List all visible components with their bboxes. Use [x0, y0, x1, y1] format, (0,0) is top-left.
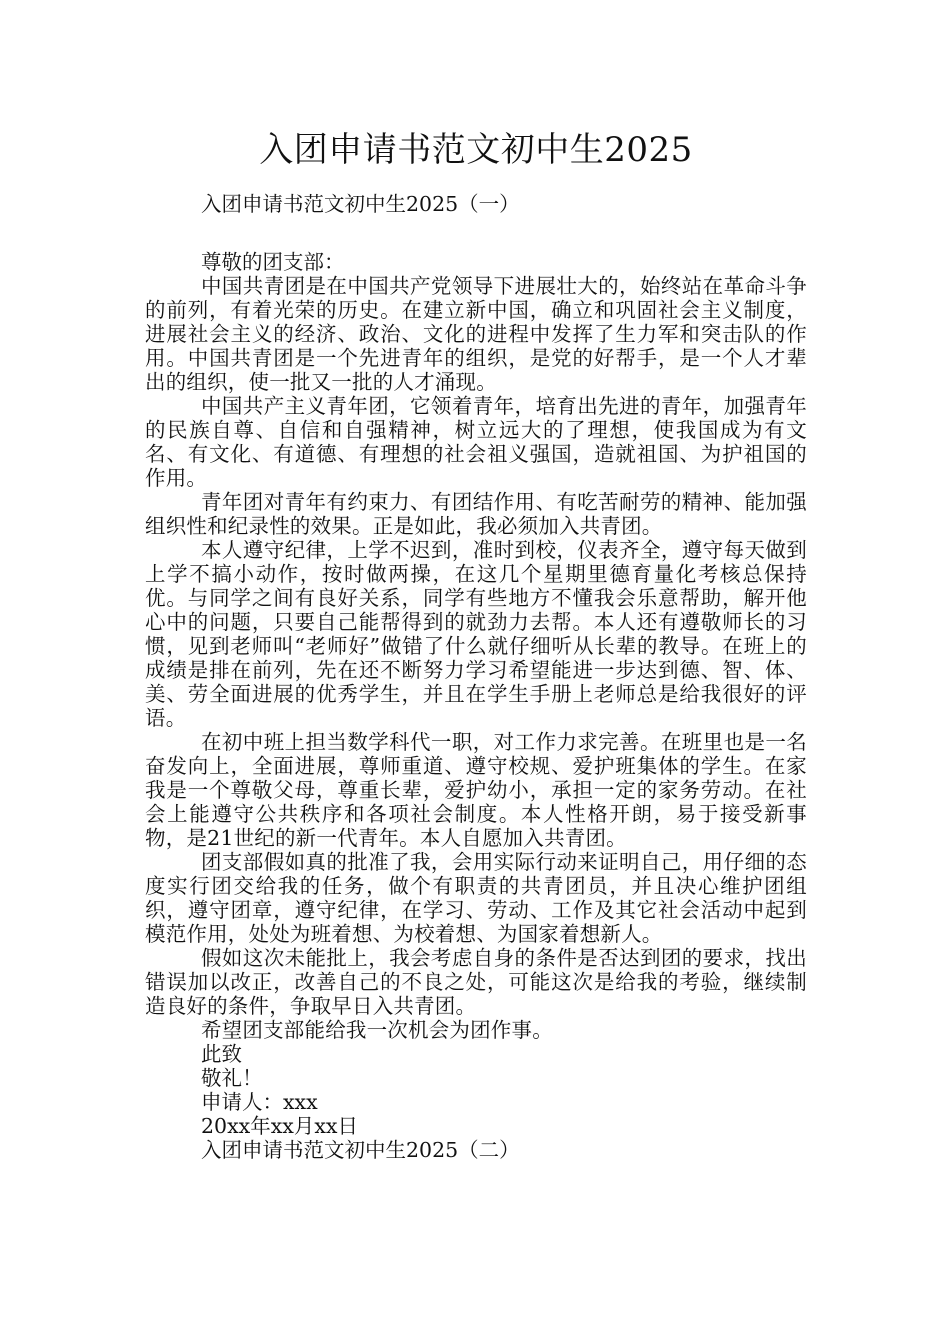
closing-greeting: 此致	[201, 1042, 242, 1066]
paragraph: 在初中班上担当数学科代一职，对工作力求完善。在班里也是一名奋发向上，全面进展，尊师重道、遵守校规、爱护班集体的学生。在家我是一个尊敬父母，尊重长辈，爱护幼小，承担一定的家务劳动。在社会上能遵守公共秩序和各项社会制度。本人性格开朗，易于接受新事物，是21世纪的新一代青年。本人自愿加入共青团。	[145, 730, 807, 850]
section-heading-2: 入团申请书范文初中生2025（二）	[201, 1138, 520, 1162]
paragraph: 中国共青团是在中国共产党领导下进展壮大的，始终站在革命斗争的前列，有着光荣的历史。在建立新中国，确立和巩固社会主义制度，进展社会主义的经济、政治、文化的进程中发挥了生力军和突击队的作用。中国共青团是一个先进青年的组织，是党的好帮手，是一个人才辈出的组织，使一批又一批的人才涌现。	[145, 274, 807, 394]
paragraph: 假如这次未能批上，我会考虑自身的条件是否达到团的要求，找出错误加以改正，改善自己的不良之处，可能这次是给我的考验，继续制造良好的条件，争取早日入共青团。	[145, 946, 807, 1018]
document-title: 入团申请书范文初中生2025	[259, 130, 693, 170]
paragraph: 本人遵守纪律，上学不迟到，准时到校，仪表齐全，遵守每天做到上学不搞小动作，按时做两操，在这几个星期里德育量化考核总保持优。与同学之间有良好关系，同学有些地方不懂我会乐意帮助，解开他心中的问题，只要自己能帮得到的就劲力去帮。本人还有遵敬师长的习惯，见到老师叫“老师好”做错了什么就仔细听从长辈的教导。在班上的成绩是排在前列，先在还不断努力学习希望能进一步达到德、智、体、美、劳全面进展的优秀学生，并且在学生手册上老师总是给我很好的评语。	[145, 538, 807, 730]
closing-salute: 敬礼！	[201, 1066, 263, 1090]
section-heading-1: 入团申请书范文初中生2025（一）	[201, 192, 520, 216]
paragraph: 青年团对青年有约束力、有团结作用、有吃苦耐劳的精神、能加强组织性和纪录性的效果。正是如此，我必须加入共青团。	[145, 490, 807, 538]
document-page	[145, 128, 807, 1162]
salutation: 尊敬的团支部：	[201, 250, 345, 274]
applicant-line: 申请人：xxx	[201, 1090, 318, 1114]
date-line: 20xx年xx月xx日	[201, 1114, 358, 1138]
paragraph: 团支部假如真的批准了我，会用实际行动来证明自己，用仔细的态度实行团交给我的任务，做个有职责的共青团员，并且决心维护团组织，遵守团章，遵守纪律，在学习、劳动、工作及其它社会活动中起到模范作用，处处为班着想、为校着想、为国家着想新人。	[145, 850, 807, 946]
paragraph: 希望团支部能给我一次机会为团作事。	[201, 1018, 553, 1042]
paragraph: 中国共产主义青年团，它领着青年，培育出先进的青年，加强青年的民族自尊、自信和自强精神，树立远大的了理想，使我国成为有文名、有文化、有道德、有理想的社会祖义强国，造就祖国、为护祖国的作用。	[145, 394, 807, 490]
